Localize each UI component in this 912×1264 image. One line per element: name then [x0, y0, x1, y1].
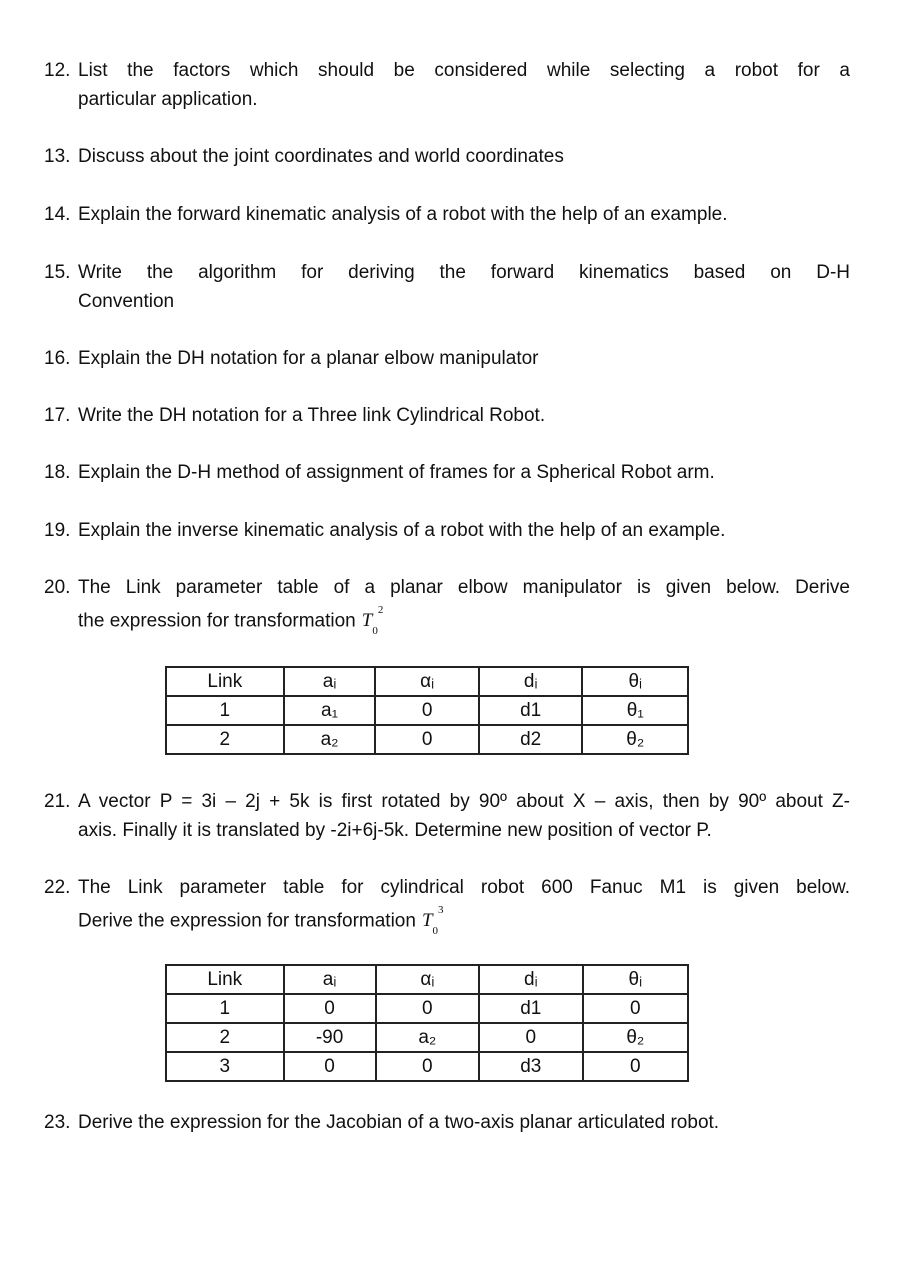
question-14 — [44, 200, 850, 229]
question-22 — [44, 873, 850, 943]
table-header-cell: dᵢ — [479, 667, 583, 696]
table-cell: d1 — [479, 696, 583, 725]
table-cell: a₂ — [284, 725, 376, 754]
question-text: List the factors which should be considered while selecting a robot for a — [78, 60, 850, 81]
table-cell: θ₁ — [582, 696, 688, 725]
question-text: Discuss about the joint coordinates and world coordinates — [78, 146, 564, 167]
transformation-symbol: $T_0^2$ — [361, 604, 384, 638]
question-17 — [44, 401, 850, 430]
table-cell: 3 — [166, 1052, 284, 1081]
question-21 — [44, 787, 850, 845]
table-header-cell: θᵢ — [583, 965, 688, 994]
table-cell: 0 — [376, 994, 479, 1023]
table-cell: 0 — [284, 994, 376, 1023]
link-parameter-table-planar-elbow — [165, 666, 689, 755]
question-text: Explain the D-H method of assignment of frames for a Spherical Robot arm. — [78, 462, 715, 483]
table-header-row — [166, 667, 688, 696]
question-text: Explain the forward kinematic analysis of a robot with the help of an example. — [78, 204, 728, 225]
table-cell: 0 — [284, 1052, 376, 1081]
table-header-cell: Link — [166, 667, 284, 696]
question-19 — [44, 516, 850, 545]
question-number: 16. — [44, 348, 71, 369]
table-cell: 1 — [166, 994, 284, 1023]
table-header-cell: aᵢ — [284, 965, 376, 994]
question-text: Explain the DH notation for a planar elbow manipulator — [78, 348, 539, 369]
table-row — [166, 1052, 688, 1081]
question-text: The Link parameter table for cylindrical robot 600 Fanuc M1 is given below. — [78, 877, 850, 898]
table-header-cell: αᵢ — [375, 667, 478, 696]
table-header-row — [166, 965, 688, 994]
question-number: 19. — [44, 520, 71, 541]
question-number: 17. — [44, 405, 71, 426]
table-cell: 0 — [375, 696, 478, 725]
question-23 — [44, 1108, 850, 1137]
question-number: 23. — [44, 1112, 71, 1133]
table-cell: 0 — [479, 1023, 583, 1052]
table-row — [166, 725, 688, 754]
question-text: A vector P = 3i – 2j + 5k is first rotated by 90º about X – axis, then by 90º about Z- — [78, 791, 850, 812]
table-row — [166, 1023, 688, 1052]
question-15 — [44, 258, 850, 316]
question-number: 21. — [44, 791, 71, 812]
table-cell: 0 — [583, 994, 688, 1023]
table-row — [166, 696, 688, 725]
table-header-cell: Link — [166, 965, 284, 994]
table-cell: 0 — [376, 1052, 479, 1081]
question-number: 14. — [44, 204, 71, 225]
table-cell: 0 — [375, 725, 478, 754]
question-number: 22. — [44, 877, 71, 898]
link-parameter-table-cylindrical — [165, 964, 689, 1082]
question-number: 20. — [44, 577, 71, 598]
question-18 — [44, 458, 850, 487]
table-header-cell: dᵢ — [479, 965, 583, 994]
question-number: 15. — [44, 262, 71, 283]
table-cell: d2 — [479, 725, 583, 754]
question-16 — [44, 344, 850, 373]
question-text: Derive the expression for the Jacobian of a two-axis planar articulated robot. — [78, 1112, 720, 1133]
question-text-cont: Derive the expression for transformation — [78, 910, 416, 932]
question-12 — [44, 56, 850, 114]
question-13 — [44, 142, 850, 171]
table-cell: θ₂ — [583, 1023, 688, 1052]
table-cell: d1 — [479, 994, 583, 1023]
question-text: The Link parameter table of a planar elbow manipulator is given below. Derive — [78, 577, 850, 598]
table-header-cell: αᵢ — [376, 965, 479, 994]
transformation-symbol: $T_0^3$ — [421, 904, 444, 938]
question-text: Write the algorithm for deriving the forward kinematics based on D-H — [78, 262, 850, 283]
table-row — [166, 994, 688, 1023]
table-header-cell: θᵢ — [582, 667, 688, 696]
table-cell: -90 — [284, 1023, 376, 1052]
table-cell: 2 — [166, 1023, 284, 1052]
table-cell: a₁ — [284, 696, 376, 725]
question-text: Explain the inverse kinematic analysis of a robot with the help of an example. — [78, 520, 726, 541]
question-20 — [44, 573, 850, 643]
table-cell: 2 — [166, 725, 284, 754]
table-cell: 0 — [583, 1052, 688, 1081]
question-text-cont: particular application. — [78, 89, 258, 110]
question-text-cont: axis. Finally it is translated by -2i+6j-5k. Determine new position of vector P. — [78, 820, 712, 841]
question-number: 13. — [44, 146, 71, 167]
table-cell: d3 — [479, 1052, 583, 1081]
question-text-cont: Convention — [78, 291, 175, 312]
table-cell: 1 — [166, 696, 284, 725]
question-text-cont: the expression for transformation — [78, 610, 356, 632]
table-cell: θ₂ — [582, 725, 688, 754]
question-number: 12. — [44, 60, 71, 81]
table-header-cell: aᵢ — [284, 667, 376, 696]
question-number: 18. — [44, 462, 71, 483]
table-cell: a₂ — [376, 1023, 479, 1052]
question-text: Write the DH notation for a Three link Cylindrical Robot. — [78, 405, 546, 426]
